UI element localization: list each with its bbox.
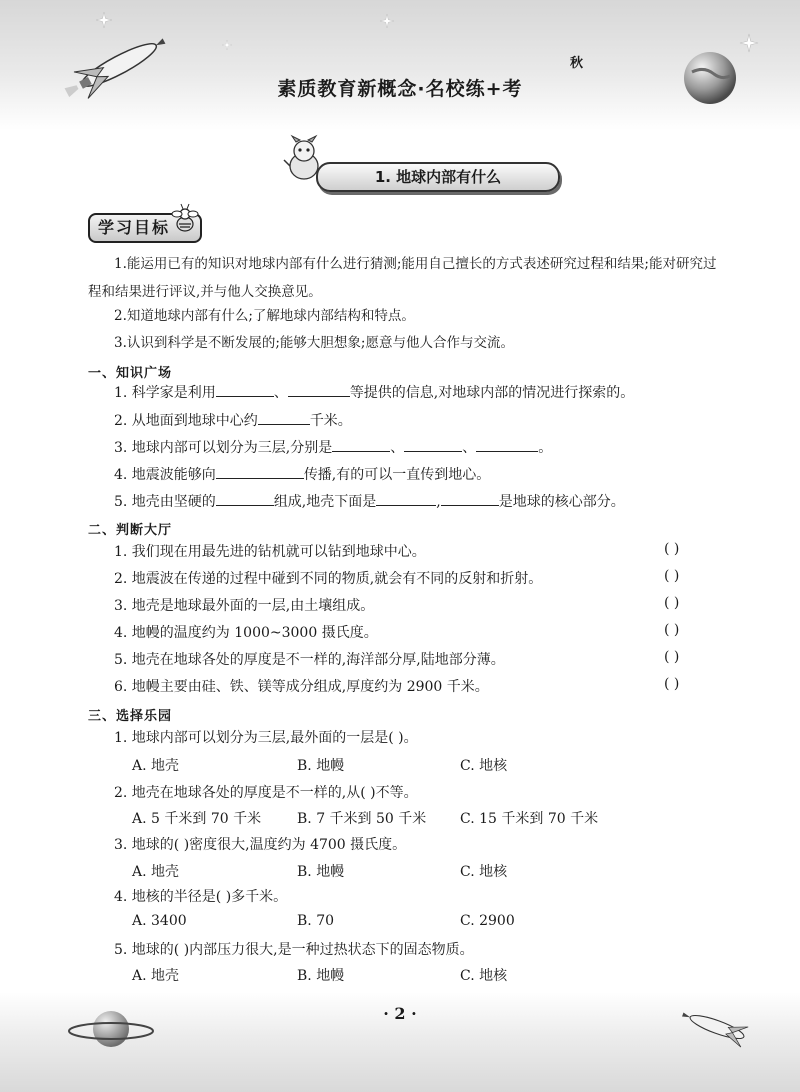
bee-icon: [168, 202, 202, 236]
season-label: 秋: [570, 56, 584, 71]
ringed-planet-icon: [66, 1004, 156, 1054]
judge-item: 6. 地幔主要由硅、铁、镁等成分组成,厚度约为 2900 千米。: [114, 679, 489, 695]
judge-answer-paren[interactable]: ( ): [664, 649, 680, 665]
learning-goals-label: 学习目标: [88, 213, 202, 243]
judge-answer-paren[interactable]: ( ): [664, 541, 680, 557]
choice-option[interactable]: C. 15 千米到 70 千米: [460, 811, 599, 827]
section-heading-choice: 三、选择乐园: [88, 709, 173, 724]
choice-option[interactable]: B. 地幔: [297, 758, 345, 774]
answer-blank[interactable]: [216, 491, 274, 506]
judge-answer-paren[interactable]: ( ): [664, 622, 680, 638]
choice-option[interactable]: B. 70: [297, 913, 335, 929]
page-number: · 2 ·: [383, 1004, 417, 1023]
section-heading-knowledge: 一、知识广场: [88, 366, 173, 381]
goal-item: 1.能运用已有的知识对地球内部有什么进行猜测;能用自己擅长的方式表述研究过程和结果;能对研究过程和结果进行评议,并与他人交换意见。: [88, 256, 717, 300]
lesson-title: 1. 地球内部有什么: [316, 162, 560, 192]
judge-item: 5. 地壳在地球各处的厚度是不一样的,海洋部分厚,陆地部分薄。: [114, 652, 505, 668]
answer-blank[interactable]: [216, 382, 274, 397]
answer-blank[interactable]: [288, 382, 350, 397]
fill-question-4: 4. 地震波能够向 传播,有的可以一直传到地心。: [114, 464, 724, 484]
goal-item: 3.认识到科学是不断发展的;能够大胆想象;愿意与他人合作与交流。: [114, 335, 514, 351]
answer-blank[interactable]: [404, 437, 462, 452]
judge-item: 2. 地震波在传递的过程中碰到不同的物质,就会有不同的反射和折射。: [114, 571, 543, 587]
choice-question-stem: 4. 地核的半径是( )多千米。: [114, 889, 288, 905]
choice-option[interactable]: A. 5 千米到 70 千米: [132, 811, 262, 827]
choice-question-stem: 3. 地球的( )密度很大,温度约为 4700 摄氏度。: [114, 837, 407, 853]
answer-blank[interactable]: [216, 464, 304, 479]
choice-option[interactable]: C. 地核: [460, 758, 508, 774]
fill-question-2: 2. 从地面到地球中心约 千米。: [114, 410, 724, 430]
sparkle-star-icon: [380, 14, 394, 28]
choice-option[interactable]: A. 地壳: [132, 864, 180, 880]
choice-option[interactable]: C. 地核: [460, 968, 508, 984]
choice-option[interactable]: B. 地幔: [297, 864, 345, 880]
answer-blank[interactable]: [476, 437, 538, 452]
judge-answer-paren[interactable]: ( ): [664, 568, 680, 584]
fill-question-1: 1. 科学家是利用 、 等提供的信息,对地球内部的情况进行探索的。: [114, 382, 724, 402]
answer-blank[interactable]: [376, 491, 436, 506]
section-heading-judgement: 二、判断大厅: [88, 523, 173, 538]
sparkle-star-icon: [96, 12, 112, 28]
judge-item: 1. 我们现在用最先进的钻机就可以钻到地球中心。: [114, 544, 426, 560]
choice-question-stem: 1. 地球内部可以划分为三层,最外面的一层是( )。: [114, 730, 418, 746]
goal-item: 2.知道地球内部有什么;了解地球内部结构和特点。: [114, 308, 415, 324]
choice-option[interactable]: C. 2900: [460, 913, 515, 929]
choice-option[interactable]: A. 地壳: [132, 968, 180, 984]
choice-option[interactable]: A. 3400: [132, 913, 187, 929]
choice-question-stem: 5. 地球的( )内部压力很大,是一种过热状态下的固态物质。: [114, 942, 474, 958]
judge-answer-paren[interactable]: ( ): [664, 676, 680, 692]
judge-item: 3. 地壳是地球最外面的一层,由土壤组成。: [114, 598, 375, 614]
answer-blank[interactable]: [332, 437, 390, 452]
fill-question-3: 3. 地球内部可以划分为三层,分别是 、 、 。: [114, 437, 724, 457]
book-title: 素质教育新概念·名校练+考: [277, 78, 523, 100]
sparkle-star-icon: [222, 40, 232, 50]
choice-question-stem: 2. 地壳在地球各处的厚度是不一样的,从( )不等。: [114, 785, 418, 801]
sparkle-star-icon: [740, 34, 758, 52]
fill-question-5: 5. 地壳由坚硬的 组成,地壳下面是 , 是地球的核心部分。: [114, 491, 724, 511]
answer-blank[interactable]: [441, 491, 499, 506]
choice-option[interactable]: B. 地幔: [297, 968, 345, 984]
choice-option[interactable]: B. 7 千米到 50 千米: [297, 811, 427, 827]
choice-option[interactable]: C. 地核: [460, 864, 508, 880]
judge-item: 4. 地幔的温度约为 1000~3000 摄氏度。: [114, 625, 378, 641]
judge-answer-paren[interactable]: ( ): [664, 595, 680, 611]
answer-blank[interactable]: [258, 410, 310, 425]
space-shuttle-icon: [672, 1002, 762, 1052]
choice-option[interactable]: A. 地壳: [132, 758, 180, 774]
